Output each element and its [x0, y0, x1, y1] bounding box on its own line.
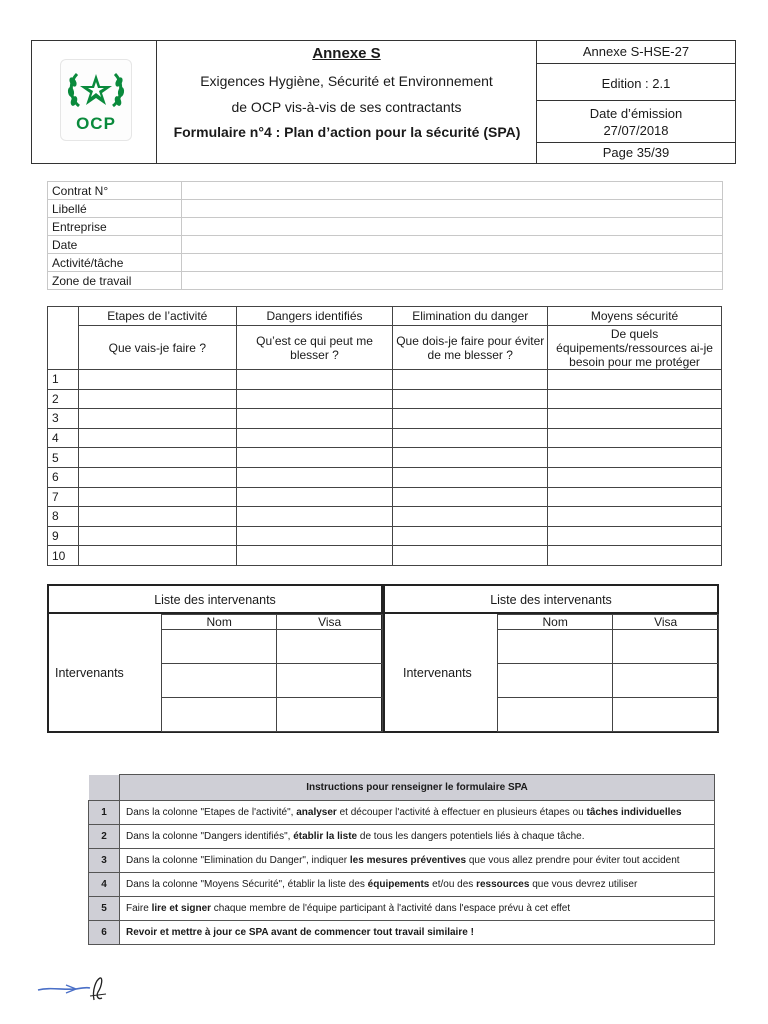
table-row	[48, 428, 722, 448]
table-row	[48, 507, 722, 527]
row-number: 5	[48, 448, 79, 468]
nom-field[interactable]	[162, 698, 277, 732]
spacer-cell	[89, 775, 120, 801]
table-row	[48, 409, 722, 429]
nom-field[interactable]	[162, 630, 277, 664]
visa-field[interactable]	[613, 664, 719, 698]
action-cell[interactable]	[548, 448, 722, 468]
ocp-star-emblem-icon	[61, 62, 131, 118]
col-nom-header: Nom	[162, 615, 277, 630]
action-cell[interactable]	[236, 409, 393, 429]
row-number: 10	[48, 546, 79, 566]
edition: Edition : 2.1	[537, 64, 735, 101]
instruction-row	[89, 921, 715, 945]
action-cell[interactable]	[78, 487, 236, 507]
instruction-fragment: que vous allez prendre pour éviter tout accident	[466, 855, 680, 866]
info-label: Zone de travail	[48, 272, 182, 290]
header-meta-cell	[537, 41, 735, 163]
action-cell[interactable]	[393, 546, 548, 566]
instruction-emphasis: les mesures préventives	[349, 855, 467, 866]
action-cell[interactable]	[236, 389, 393, 409]
instruction-fragment: et/ou des	[429, 879, 477, 890]
action-cell[interactable]	[236, 526, 393, 546]
emission-date-value: 27/07/2018	[603, 123, 669, 138]
intervenants-label: Intervenants	[55, 666, 124, 680]
visa-field[interactable]	[613, 698, 719, 732]
action-cell[interactable]	[78, 526, 236, 546]
instruction-fragment: de tous les dangers potentiels liés à chaque tâche.	[357, 831, 585, 842]
instruction-fragment: chaque membre de l'équipe participant à l'activité dans l'espace prévu à cet effet	[211, 903, 571, 914]
visa-field[interactable]	[613, 630, 719, 664]
action-cell[interactable]	[393, 428, 548, 448]
table-row	[48, 546, 722, 566]
action-cell[interactable]	[78, 409, 236, 429]
column-title: Moyens sécurité	[548, 307, 722, 326]
nom-field[interactable]	[498, 698, 613, 732]
column-question: Que vais-je faire ?	[78, 326, 236, 370]
subtitle-line-1: Exigences Hygiène, Sécurité et Environnement	[200, 73, 493, 89]
action-cell[interactable]	[393, 467, 548, 487]
instruction-text	[120, 801, 715, 825]
intervenants-label: Intervenants	[403, 666, 472, 680]
emission-date-label: Date d’émission	[589, 106, 683, 121]
corner-cell	[48, 307, 79, 370]
column-title-row	[48, 307, 722, 326]
instruction-emphasis: tâches individuelles	[586, 807, 682, 818]
instruction-number: 3	[89, 849, 120, 873]
nom-field[interactable]	[498, 664, 613, 698]
action-cell[interactable]	[548, 389, 722, 409]
action-cell[interactable]	[78, 467, 236, 487]
header-title-cell	[157, 41, 537, 163]
table-row	[48, 467, 722, 487]
action-cell[interactable]	[236, 428, 393, 448]
column-question: De quels équipements/ressources ai-je besoin pour me protéger	[548, 326, 722, 370]
instruction-emphasis: Revoir et mettre à jour ce SPA avant de commencer tout travail similaire !	[126, 927, 474, 938]
col-visa-header: Visa	[277, 615, 383, 630]
row-number: 2	[48, 389, 79, 409]
action-cell[interactable]	[236, 467, 393, 487]
action-cell[interactable]	[78, 370, 236, 390]
instruction-text	[120, 873, 715, 897]
action-cell[interactable]	[78, 507, 236, 527]
action-cell[interactable]	[393, 448, 548, 468]
ocp-logo	[60, 59, 132, 141]
action-cell[interactable]	[548, 487, 722, 507]
page-number: Page 35/39	[602, 145, 670, 160]
col-visa-header: Visa	[613, 615, 719, 630]
table-row	[48, 389, 722, 409]
intervenants-table	[161, 614, 383, 732]
table-row	[48, 526, 722, 546]
action-cell[interactable]	[548, 526, 722, 546]
instruction-number: 1	[89, 801, 120, 825]
emission-date-block	[537, 101, 735, 143]
col-nom-header: Nom	[498, 615, 613, 630]
instruction-fragment: Dans la colonne "Etapes de l'activité",	[126, 807, 297, 818]
column-question-row	[48, 326, 722, 370]
action-cell[interactable]	[78, 428, 236, 448]
column-title: Dangers identifiés	[236, 307, 393, 326]
column-title: Etapes de l’activité	[78, 307, 236, 326]
instruction-text	[120, 921, 715, 945]
column-title: Elimination du danger	[393, 307, 548, 326]
table-row	[48, 370, 722, 390]
action-cell[interactable]	[78, 546, 236, 566]
instruction-row	[89, 825, 715, 849]
action-cell[interactable]	[548, 370, 722, 390]
info-value-field[interactable]	[182, 218, 723, 236]
info-value-field[interactable]	[182, 272, 723, 290]
info-row	[48, 236, 723, 254]
action-cell[interactable]	[393, 507, 548, 527]
logo-text: OCP	[76, 114, 116, 133]
instruction-fragment: et découper l'activité à effectuer en plusieurs étapes ou	[336, 807, 587, 818]
info-label: Contrat N°	[48, 182, 182, 200]
action-cell[interactable]	[393, 526, 548, 546]
visa-field[interactable]	[277, 698, 383, 732]
info-label: Libellé	[48, 200, 182, 218]
action-cell[interactable]	[548, 428, 722, 448]
info-value-field[interactable]	[182, 200, 723, 218]
info-row	[48, 218, 723, 236]
instruction-emphasis: lire et signer	[151, 903, 212, 914]
instruction-fragment: Dans la colonne "Moyens Sécurité", établir la liste des	[126, 879, 368, 890]
info-value-field[interactable]	[182, 254, 723, 272]
action-cell[interactable]	[236, 448, 393, 468]
instruction-number: 6	[89, 921, 120, 945]
nom-field[interactable]	[162, 664, 277, 698]
row-number: 8	[48, 507, 79, 527]
intervenants-block-right	[383, 584, 719, 733]
subtitle-line-2: de OCP vis-à-vis de ses contractants	[231, 99, 462, 115]
instruction-fragment: Dans la colonne "Elimination du Danger", indiquer	[126, 855, 350, 866]
table-row	[48, 487, 722, 507]
info-fields-table	[47, 181, 723, 290]
info-row	[48, 182, 723, 200]
intervenants-table	[497, 614, 719, 732]
column-question: Qu’est ce qui peut me blesser ?	[236, 326, 393, 370]
instruction-text	[120, 897, 715, 921]
instruction-fragment: Faire	[126, 903, 152, 914]
info-row	[48, 200, 723, 218]
document-header	[31, 40, 736, 164]
action-cell[interactable]	[548, 546, 722, 566]
instruction-emphasis: ressources	[476, 879, 530, 890]
info-row	[48, 254, 723, 272]
instructions-table	[88, 774, 715, 945]
instruction-row	[89, 873, 715, 897]
instruction-fragment: Dans la colonne "Dangers identifiés",	[126, 831, 294, 842]
instruction-row	[89, 897, 715, 921]
document-reference: Annexe S-HSE-27	[537, 41, 735, 64]
info-value-field[interactable]	[182, 236, 723, 254]
action-cell[interactable]	[393, 487, 548, 507]
annex-title: Annexe S	[312, 45, 381, 62]
info-label: Date	[48, 236, 182, 254]
action-cell[interactable]	[548, 409, 722, 429]
table-row	[48, 448, 722, 468]
action-cell[interactable]	[548, 507, 722, 527]
instruction-row	[89, 849, 715, 873]
info-value-field[interactable]	[182, 182, 723, 200]
instructions-header-row	[89, 775, 715, 801]
instruction-number: 4	[89, 873, 120, 897]
column-question: Que dois-je faire pour éviter de me blesser ?	[393, 326, 548, 370]
instruction-emphasis: équipements	[367, 879, 430, 890]
action-plan-table	[47, 306, 722, 566]
action-cell[interactable]	[78, 389, 236, 409]
action-cell[interactable]	[78, 448, 236, 468]
row-number: 1	[48, 370, 79, 390]
instruction-number: 2	[89, 825, 120, 849]
info-label: Entreprise	[48, 218, 182, 236]
action-cell[interactable]	[393, 370, 548, 390]
row-number: 9	[48, 526, 79, 546]
row-number: 3	[48, 409, 79, 429]
action-cell[interactable]	[236, 487, 393, 507]
nom-field[interactable]	[498, 630, 613, 664]
instruction-text	[120, 849, 715, 873]
instruction-row	[89, 801, 715, 825]
action-cell[interactable]	[548, 467, 722, 487]
action-cell[interactable]	[393, 409, 548, 429]
row-number: 7	[48, 487, 79, 507]
form-title: Formulaire n°4 : Plan d’action pour la sécurité (SPA)	[173, 124, 521, 140]
instruction-number: 5	[89, 897, 120, 921]
instruction-fragment: que vous devrez utiliser	[529, 879, 638, 890]
row-number: 4	[48, 428, 79, 448]
visa-field[interactable]	[277, 664, 383, 698]
handwritten-signature	[36, 972, 112, 1006]
instruction-text	[120, 825, 715, 849]
info-row	[48, 272, 723, 290]
intervenants-title: Liste des intervenants	[385, 586, 717, 614]
intervenants-block-left	[47, 584, 383, 733]
instructions-title: Instructions pour renseigner le formulaire SPA	[120, 775, 715, 801]
action-cell[interactable]	[236, 546, 393, 566]
row-number: 6	[48, 467, 79, 487]
visa-field[interactable]	[277, 630, 383, 664]
action-cell[interactable]	[236, 507, 393, 527]
info-label: Activité/tâche	[48, 254, 182, 272]
instruction-emphasis: établir la liste	[293, 831, 358, 842]
instruction-emphasis: analyser	[296, 807, 337, 818]
logo-cell	[32, 41, 157, 163]
intervenants-title: Liste des intervenants	[49, 586, 381, 614]
action-cell[interactable]	[236, 370, 393, 390]
action-cell[interactable]	[393, 389, 548, 409]
